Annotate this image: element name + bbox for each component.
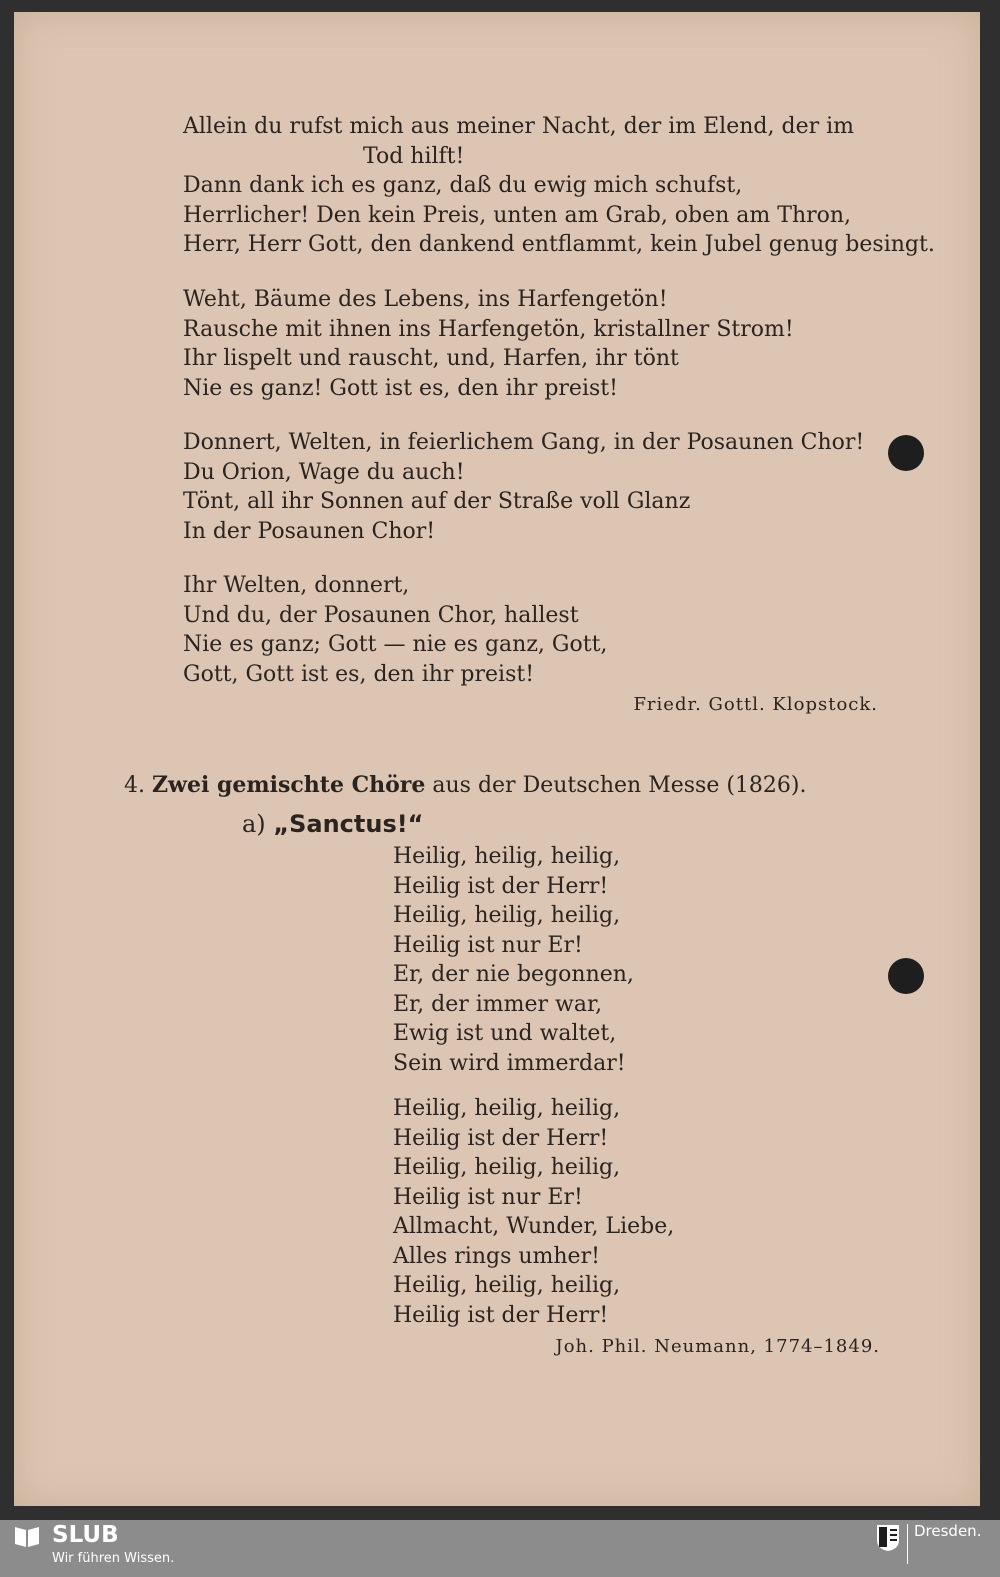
sanctus-author: Joh. Phil. Neumann, 1774–1849.: [555, 1336, 880, 1357]
slub-book-icon: [14, 1524, 40, 1548]
poem-stanza-4: [183, 571, 607, 689]
sanctus-line: Heilig ist der Herr!: [393, 1125, 609, 1151]
sanctus-line: Heilig, heilig, heilig,: [393, 1155, 621, 1180]
sanctus-line: Ewig ist und waltet,: [393, 1021, 617, 1046]
poem-line: Herr, Herr Gott, den dankend entflammt, kein Jubel genug besingt.: [183, 232, 935, 257]
poem-stanza-2: [183, 285, 794, 403]
sanctus-line: Er, der immer war,: [393, 991, 603, 1017]
section-title: Zwei gemischte Chöre: [152, 772, 426, 798]
library-tagline: Wir führen Wissen.: [52, 1551, 175, 1566]
poem-line: Du Orion, Wage du auch!: [183, 459, 465, 485]
poem-line: Herrlicher! Den kein Preis, unten am Grab, oben am Thron,: [183, 202, 852, 228]
poem-line: Und du, der Posaunen Chor, hallest: [183, 602, 579, 628]
sanctus-line: Heilig, heilig, heilig,: [393, 844, 621, 869]
section-number: 4.: [124, 773, 145, 798]
footer-bar: [0, 1520, 1000, 1577]
sanctus-line: Heilig, heilig, heilig,: [393, 1096, 621, 1121]
poem-line: Tönt, all ihr Sonnen auf der Straße voll Glanz: [183, 489, 691, 514]
dresden-coat-of-arms-icon: [876, 1524, 900, 1552]
sanctus-line: Heilig, heilig, heilig,: [393, 1273, 621, 1298]
poem-line: Allein du rufst mich aus meiner Nacht, der im Elend, der im: [183, 114, 854, 139]
poem-line: Nie es ganz; Gott — nie es ganz, Gott,: [183, 632, 608, 657]
poem-author: Friedr. Gottl. Klopstock.: [633, 694, 878, 715]
poem-stanza-1: [183, 112, 935, 260]
poem-line: In der Posaunen Chor!: [183, 518, 436, 544]
sanctus-line: Er, der nie begonnen,: [393, 962, 634, 987]
sanctus-line: Sein wird immerdar!: [393, 1050, 626, 1076]
poem-line: Rausche mit ihnen ins Harfengetön, kristallner Strom!: [183, 316, 794, 342]
poem-line: Tod hilft!: [363, 143, 465, 169]
section-heading: [124, 772, 807, 798]
sanctus-line: Heilig ist nur Er!: [393, 932, 583, 958]
poem-line: Weht, Bäume des Lebens, ins Harfengetön!: [183, 287, 668, 312]
sanctus-stanza-1: [393, 842, 634, 1078]
sanctus-label: a): [242, 810, 266, 838]
poem-line: Dann dank ich es ganz, daß du ewig mich schufst,: [183, 173, 743, 198]
sanctus-stanza-2: [393, 1094, 674, 1330]
poem-line: Ihr lispelt und rauscht, und, Harfen, ihr tönt: [183, 346, 679, 371]
city-name: Dresden.: [914, 1522, 982, 1540]
punch-hole: [888, 435, 924, 471]
punch-hole: [888, 958, 924, 994]
poem-stanza-3: [183, 428, 864, 546]
poem-line: Gott, Gott ist es, den ihr preist!: [183, 661, 535, 687]
sanctus-line: Heilig ist der Herr!: [393, 1302, 609, 1328]
poem-line: Donnert, Welten, in feierlichem Gang, in der Posaunen Chor!: [183, 430, 865, 455]
sanctus-title: „Sanctus!“: [273, 810, 424, 838]
sanctus-line: Heilig ist der Herr!: [393, 873, 609, 899]
footer-divider: [907, 1524, 908, 1564]
section-title-rest: aus der Deutschen Messe (1826).: [432, 773, 807, 798]
sanctus-line: Alles rings umher!: [393, 1243, 600, 1269]
sanctus-line: Heilig ist nur Er!: [393, 1184, 583, 1210]
library-name: SLUB: [52, 1522, 119, 1548]
sanctus-heading: [242, 810, 423, 838]
sanctus-line: Heilig, heilig, heilig,: [393, 903, 621, 928]
poem-line: Ihr Welten, donnert,: [183, 573, 410, 598]
sanctus-line: Allmacht, Wunder, Liebe,: [393, 1214, 675, 1239]
poem-line: Nie es ganz! Gott ist es, den ihr preist!: [183, 375, 618, 401]
